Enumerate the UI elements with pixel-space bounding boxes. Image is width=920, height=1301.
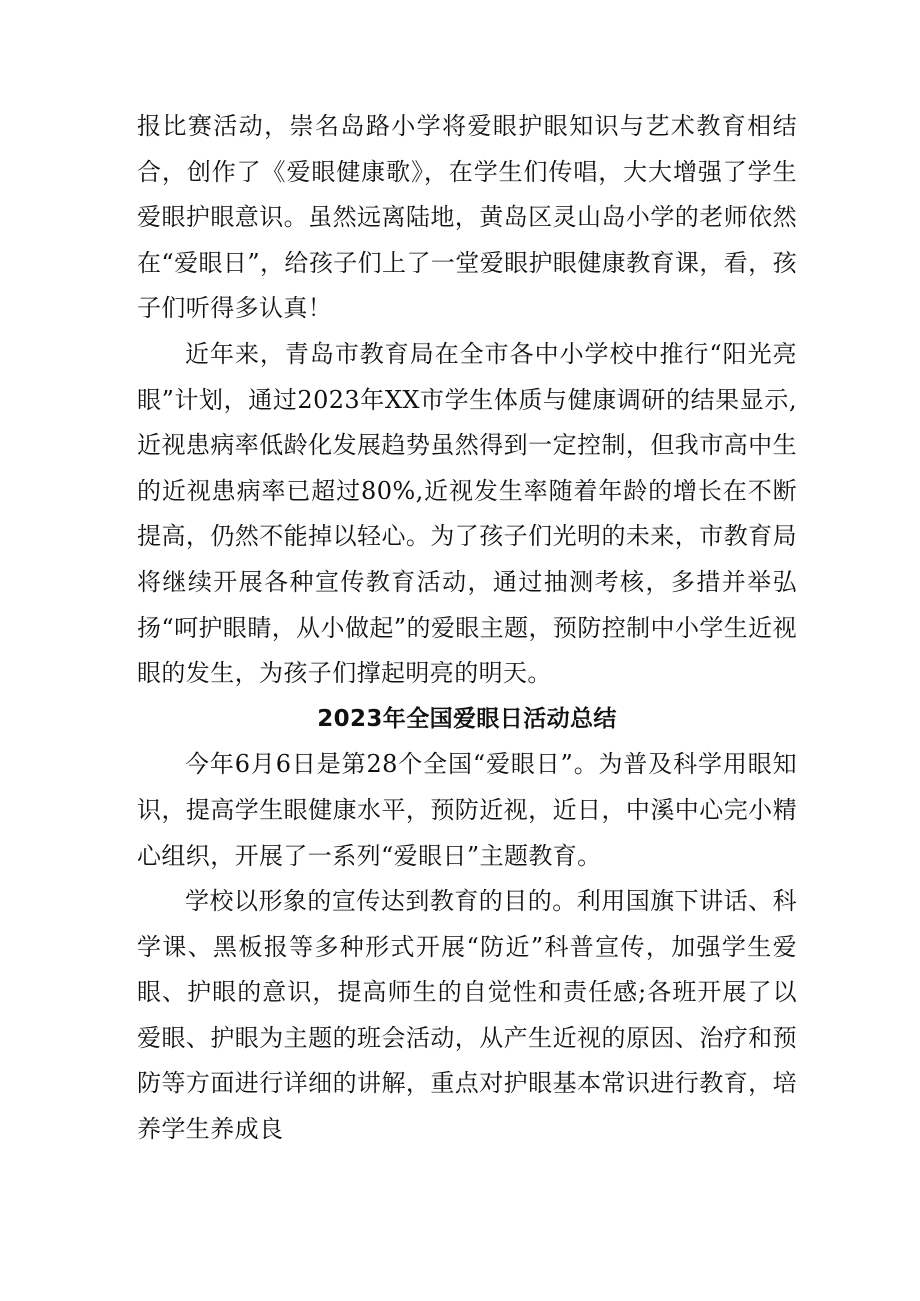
section-title: 2023年全国爱眼日活动总结: [317, 705, 617, 732]
paragraph-eye-day-intro: 今年6月6日是第28个全国“爱眼日”。为普及科学用眼知识，提高学生眼健康水平，预防近视，近日，中溪中心完小精心组织，开展了一系列“爱眼日”主题教育。: [137, 750, 797, 870]
paragraph-sunshine-plan: 近年来，青岛市教育局在全市各中小学校中推行“阳光亮眼”计划，通过2023年XX市学生体质与健康调研的结果显示,近视患病率低龄化发展趋势虽然得到一定控制，但我市高中生的近视患病率已超过80%,近视发生率随着年龄的增长在不断提高，仍然不能掉以轻心。为了孩子们光明的未来，市教育局将继续开展各种宣传教育活动，通过抽测考核，多措并举弘扬“呵护眼睛，从小做起”的爱眼主题，预防控制中小学生近视眼的发生，为孩子们撑起明亮的明天。: [137, 339, 797, 688]
document-body: [137, 104, 797, 1153]
paragraph-activities: 报比赛活动，崇名岛路小学将爱眼护眼知识与艺术教育相结合，创作了《爱眼健康歌》，在学生们传唱，大大增强了学生爱眼护眼意识。虽然远离陆地，黄岛区灵山岛小学的老师依然在“爱眼日”，给孩子们上了一堂爱眼护眼健康教育课，看，孩子们听得多认真！: [137, 112, 797, 323]
paragraph-school-publicity: 学校以形象的宣传达到教育的目的。利用国旗下讲话、科学课、黑板报等多种形式开展“防近”科普宣传，加强学生爱眼、护眼的意识，提高师生的自觉性和责任感;各班开展了以爱眼、护眼为主题的班会活动，从产生近视的原因、治疗和预防等方面进行详细的讲解，重点对护眼基本常识进行教育，培养学生养成良: [137, 887, 797, 1144]
